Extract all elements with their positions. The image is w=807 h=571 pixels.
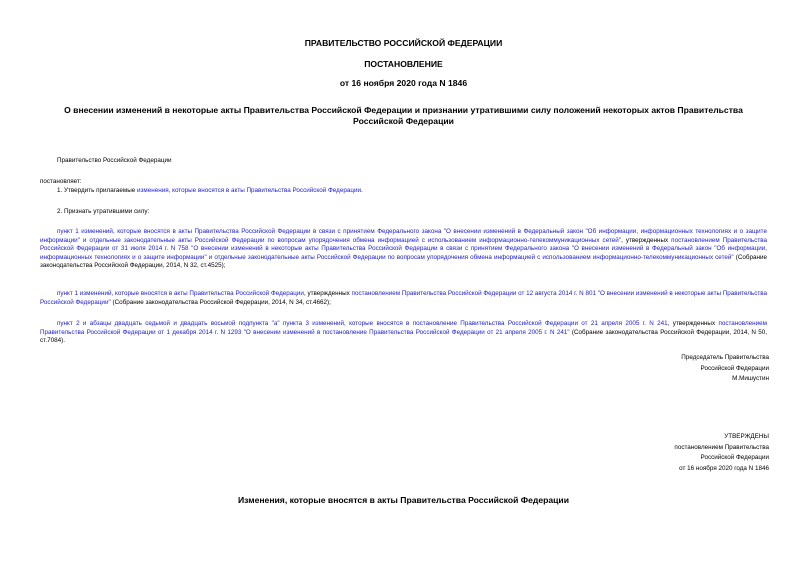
repeal-2-resolution-link[interactable]: постановлением Правительства Российской Федерации от 12 августа 2014 г. N 801 "О внесении изменений в некоторые акты Правительства Российской Федерации"	[40, 290, 768, 306]
signer-position-line-2: Российской Федерации	[700, 364, 769, 372]
approval-line-3: Российской Федерации	[700, 454, 769, 462]
document-type: ПОСТАНОВЛЕНИЕ	[364, 59, 443, 69]
repeal-2-text: , утвержденных	[303, 290, 352, 297]
repeal-2-source: (Собрание законодательства Российской Федерации, 2014, N 34, ст.4662);	[110, 298, 331, 306]
item-1-suffix: .	[360, 187, 363, 194]
item-2: 2. Признать утратившими силу:	[57, 208, 150, 215]
repeal-paragraph-1	[40, 228, 767, 271]
signer-name: М.Мишустин	[732, 375, 769, 383]
document-title: О внесении изменений в некоторые акты Правительства Российской Федерации и признании утратившими силу положений некоторых актов Правительства Российской Федерации	[64, 105, 743, 126]
repeal-paragraph-2	[40, 290, 767, 307]
repeal-2-clause-link[interactable]: пункт 1 изменений, которые вносятся в акты Правительства Российской Федерации	[57, 290, 304, 297]
approval-line-2: постановлением Правительства	[674, 443, 769, 451]
signature-block	[681, 353, 769, 385]
repeal-3-resolution-link[interactable]: постановлением Правительства Российской Федерации от 1 декабря 2014 г. N 1293 "О внесении изменений в постановление Правительства Российской Федерации от 21 апреля 2005 г. N 241"	[40, 320, 767, 336]
repeal-1-clause-link[interactable]: пункт 1 изменений, которые вносятся в акты Правительства Российской Федерации в связи с принятием Федерального закона "О внесении изменений в Федеральный закон "Об информации, информационных технологиях и о защите информации" и отдельные законодательные акты Российской Федерации по вопросам упорядочения обмена информацией с использованием информационно-телекоммуникационных сетей"	[40, 228, 767, 244]
repeal-paragraph-3	[40, 320, 767, 346]
signer-position-line-1: Председатель Правительства	[681, 354, 769, 361]
repeal-3-source: (Собрание законодательства Российской Федерации, 2014, N 50, ст.7084).	[40, 328, 768, 345]
issuer-line: Правительство Российской Федерации	[57, 157, 172, 164]
changes-link[interactable]: изменения, которые вносятся в акты Правительства Российской Федерации	[137, 187, 361, 194]
issuer-heading: ПРАВИТЕЛЬСТВО РОССИЙСКОЙ ФЕДЕРАЦИИ	[304, 38, 503, 48]
repeal-1-source: (Собрание законодательства Российской Федерации, 2014, N 32, ст.4525);	[40, 253, 767, 270]
item-1-prefix: 1. Утвердить прилагаемые	[57, 187, 137, 194]
approval-line-1: УТВЕРЖДЕНЫ	[724, 433, 769, 440]
approval-line-4: от 16 ноября 2020 года N 1846	[679, 464, 769, 472]
resolves-line: постановляет:	[40, 178, 82, 185]
repeal-1-text: , утвержденных	[621, 236, 672, 244]
repeal-3-text: , утвержденных	[667, 320, 719, 327]
item-1	[57, 187, 363, 196]
repeal-1-resolution-link[interactable]: постановлением Правительства Российской Федерации от 31 июля 2014 г. N 758 "О внесении изменений в некоторые акты Правительства Российской Федерации в связи с принятием Федерального закона "О внесении изменений в Федеральный закон "Об информации, информационных технологиях и о защите информации" и отдельные законодательные акты Российской Федерации по вопросам упорядочения обмена информацией с использованием информационно-телекоммуникационных сетей"	[40, 236, 768, 261]
annex-title: Изменения, которые вносятся в акты Правительства Российской Федерации	[237, 495, 569, 505]
document-date-number: от 16 ноября 2020 года N 1846	[339, 78, 468, 88]
approval-stamp	[674, 432, 769, 474]
repeal-3-clause-link[interactable]: пункт 2 и абзацы двадцать седьмой и двадцать восьмой подпункта "а" пункта 3 изменений, которые вносятся в постановление Правительства Российской Федерации от 21 апреля 2005 г. N 241	[57, 320, 668, 327]
